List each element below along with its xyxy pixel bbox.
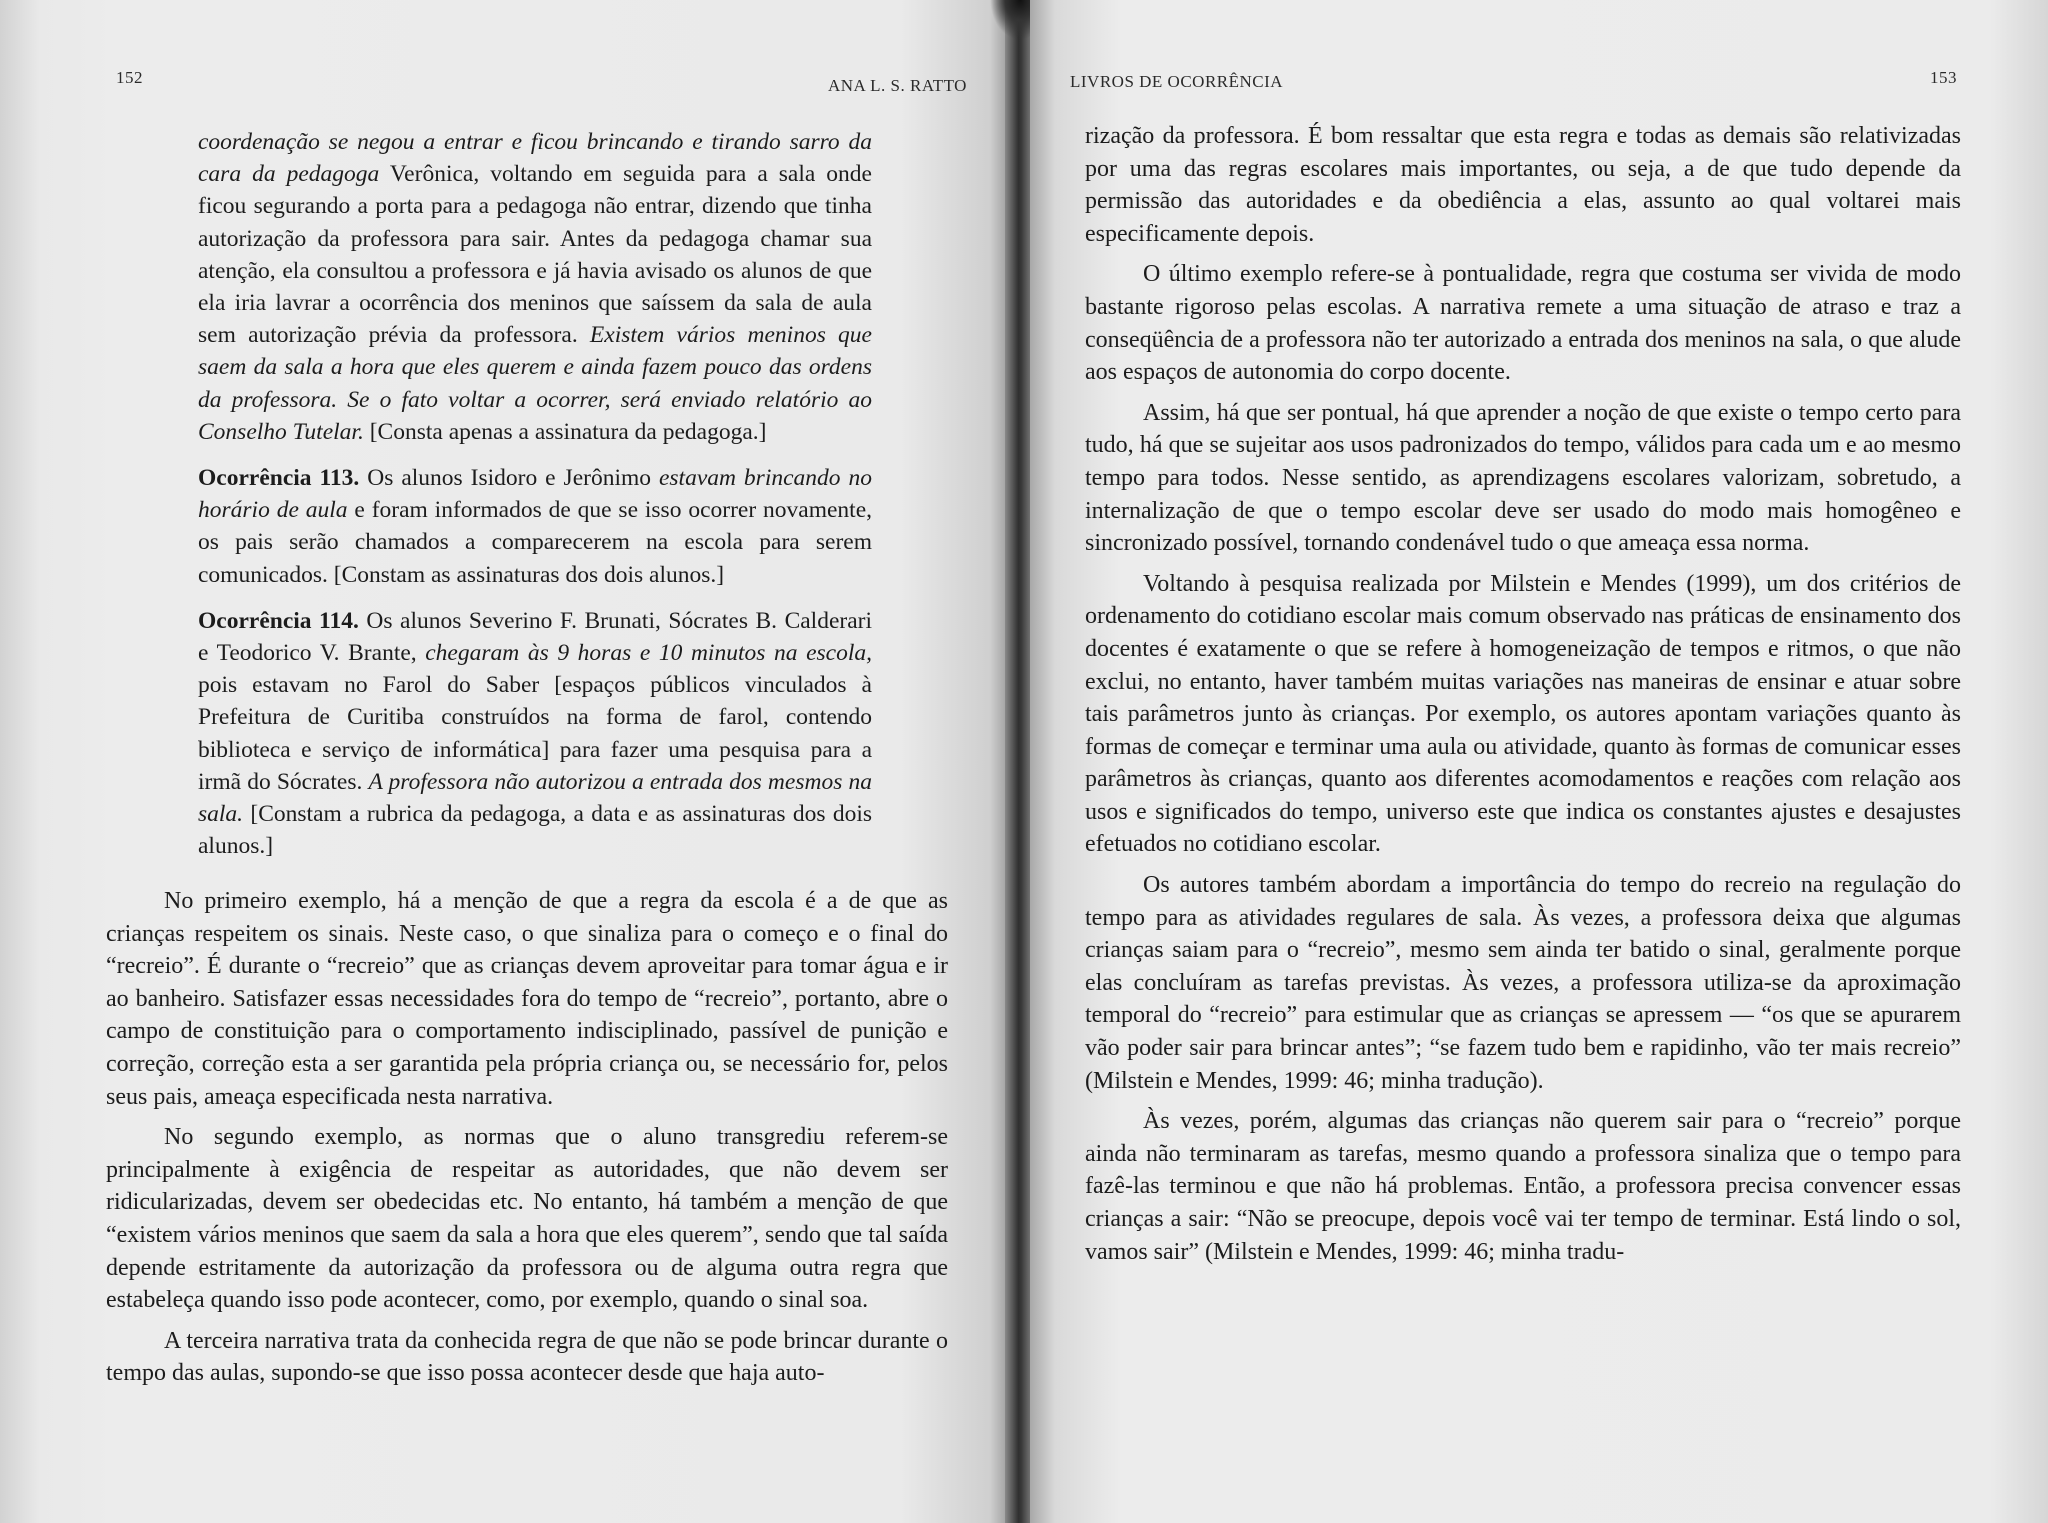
occurrence-title: Ocorrência 114. xyxy=(198,607,359,634)
body-paragraph: No segundo exemplo, as normas que o aluno transgrediu referem-se principalmente à exigência de respeitar as autoridades, que não devem ser ridicularizadas, devem ser obedecidas etc. No entanto, há também a menção de que “existem vários meninos que saem da sala a hora que eles querem”, sendo que tal saída depende estritamente da autorização da professora ou de alguma outra regra que estabeleça quando isso pode acontecer, como, por exemplo, quando o sinal soa. xyxy=(106,1124,948,1314)
text-span: Verônica, voltando em seguida para a sala onde ficou segurando a porta para a pedagoga não entrar, dizendo que tinha autorização da professora para sair. Antes da pedagoga chamar sua atenção, ela consultou a professora e já havia avisado os alunos de que ela iria lavrar a ocorrência dos meninos que saíssem da sala de aula sem autorização prévia da professora. xyxy=(198,161,872,349)
page-number: 152 xyxy=(116,68,143,87)
body-paragraph: A terceira narrativa trata da conhecida regra de que não se pode brincar durante o tempo das aulas, supondo-se que isso possa acontecer desde que haja auto- xyxy=(106,1327,948,1387)
occurrence-title: Ocorrência 113. xyxy=(198,465,360,492)
running-head: LIVROS DE OCORRÊNCIA xyxy=(1070,72,1284,91)
italic-text: Existem vários meninos que saem da sala a hora que eles querem e ainda fazem pouco das ordens da professora. Se o fato voltar a ocorrer, será enviado relatório ao Conselho Tutelar. xyxy=(198,322,872,445)
page-number: 153 xyxy=(1930,68,1957,87)
italic-text: chegaram às 9 horas e 10 minutos na escola, xyxy=(425,640,872,667)
body-paragraph: No primeiro exemplo, há a menção de que a regra da escola é a de que as crianças respeitem os sinais. Neste caso, o que sinaliza para o começo e o final do “recreio”. É durante o “recreio” que as crianças devem aproveitar para tomar água e ir ao banheiro. Satisfazer essas necessidades fora do tempo de “recreio”, portanto, abre o campo de constituição para o comportamento indisciplinado, passível de punição e correção, correção esta a ser garantida pela própria criança ou, se necessário for, pelos seus pais, ameaça especificada nesta narrativa. xyxy=(106,888,948,1110)
occurrence-114 xyxy=(198,605,872,863)
text-span: [Constam a rubrica da pedagoga, a data e as assinaturas dos dois alunos.] xyxy=(198,801,872,860)
italic-text: estavam brincando no horário de aula xyxy=(198,465,872,524)
text-span: Os alunos Severino F. Brunati, Sócrates B. Calderari e Teodorico V. Brante, xyxy=(198,607,872,667)
text-span: [Consta apenas a assinatura da pedagoga.] xyxy=(363,418,767,445)
text-span: e foram informados de que se isso ocorrer novamente, os pais serão chamados a comparecerem na escola para serem comunicados. [Constam as assinaturas dos dois alunos.] xyxy=(198,497,872,588)
body-paragraph: Os autores também abordam a importância do tempo do recreio na regulação do tempo para as atividades regulares de sala. Às vezes, a professora deixa que algumas crianças saiam para o “recreio”, mesmo sem ainda ter batido o sinal, geralmente porque elas concluíram as tarefas previstas. Às vezes, a professora utiliza-se da aproximação temporal do “recreio” para estimular que as crianças se apressem — “os que se apurarem vão poder sair para brincar antes”; “se fazem tudo bem e rapidinho, vão ter mais recreio” (Milstein e Mendes, 1999: 46; minha tradução). xyxy=(1085,872,1961,1094)
left-page xyxy=(0,0,1010,1523)
right-body-text xyxy=(1085,120,1961,1276)
quote-paragraph xyxy=(198,126,872,448)
body-paragraph: Assim, há que ser pontual, há que aprender a noção de que existe o tempo certo para tudo, há que se sujeitar aos usos padronizados do tempo, válidos para cada um e ao mesmo tempo para todos. Nesse sentido, as aprendizagens escolares valorizam, sobretudo, a internalização de que o tempo escolar deve ser usado do modo mais homogêneo e sincronizado possível, tornando condenável tudo o que ameaça essa norma. xyxy=(1085,399,1961,557)
right-page xyxy=(1030,0,2048,1523)
italic-text: A professora não autorizou a entrada dos mesmos na sala. xyxy=(198,768,872,828)
body-paragraph: rização da professora. É bom ressaltar que esta regra e todas as demais são relativizadas por uma das regras escolares mais importantes, ou seja, a de que tudo depende da permissão das autoridades e da obediência a elas, assunto ao qual voltarei mais especificamente depois. xyxy=(1085,123,1961,247)
running-head: ANA L. S. RATTO xyxy=(828,76,967,95)
body-paragraph: O último exemplo refere-se à pontualidade, regra que costuma ser vivida de modo bastante rigoroso pelas escolas. A narrativa remete a uma situação de atraso e traz a conseqüência de a professora não ter autorizado a entrada dos meninos na sala, o que alude aos espaços de autonomia do corpo docente. xyxy=(1085,261,1961,386)
body-paragraph: Voltando à pesquisa realizada por Milstein e Mendes (1999), um dos critérios de ordenamento do cotidiano escolar mais comum observado nas práticas de ensinamento dos docentes é exatamente o que se refere à homogeneização de tempos e ritmos, o que não exclui, no entanto, haver também muitas variações nas maneiras de ensinar e atuar sobre tais parâmetros junto às crianças. Por exemplo, os autores apontam variações quanto às formas de começar e terminar uma aula ou atividade, quanto às formas de comunicar esses parâmetros às crianças, quanto aos diferentes acomodamentos e reações com relação aos usos e significados do tempo, universo este que indica os constantes ajustes e desajustes efetuados no cotidiano escolar. xyxy=(1085,570,1961,858)
italic-text: coordenação se negou a entrar e ficou brincando e tirando sarro da cara da pedagoga xyxy=(198,129,872,188)
left-body-text xyxy=(106,885,948,1398)
occurrence-113 xyxy=(198,462,872,591)
body-paragraph: Às vezes, porém, algumas das crianças não querem sair para o “recreio” porque ainda não terminaram as tarefas, mesmo quando a professora sinaliza que o tempo para fazê-las terminou e que não há problemas. Então, a professora precisa convencer essas crianças a sair: “Não se preocupe, depois você vai ter tempo de terminar. Está lindo o sol, vamos sair” (Milstein e Mendes, 1999: 46; minha tradu- xyxy=(1085,1108,1961,1265)
text-span: Os alunos Isidoro e Jerônimo xyxy=(359,465,659,492)
text-span: pois estavam no Farol do Saber [espaços públicos vinculados à Prefeitura de Curitiba construídos na forma de farol, contendo biblioteca e serviço de informática] para fazer uma pesquisa para a irmã do Sócrates. xyxy=(198,672,872,795)
quoted-occurrences xyxy=(198,126,872,876)
